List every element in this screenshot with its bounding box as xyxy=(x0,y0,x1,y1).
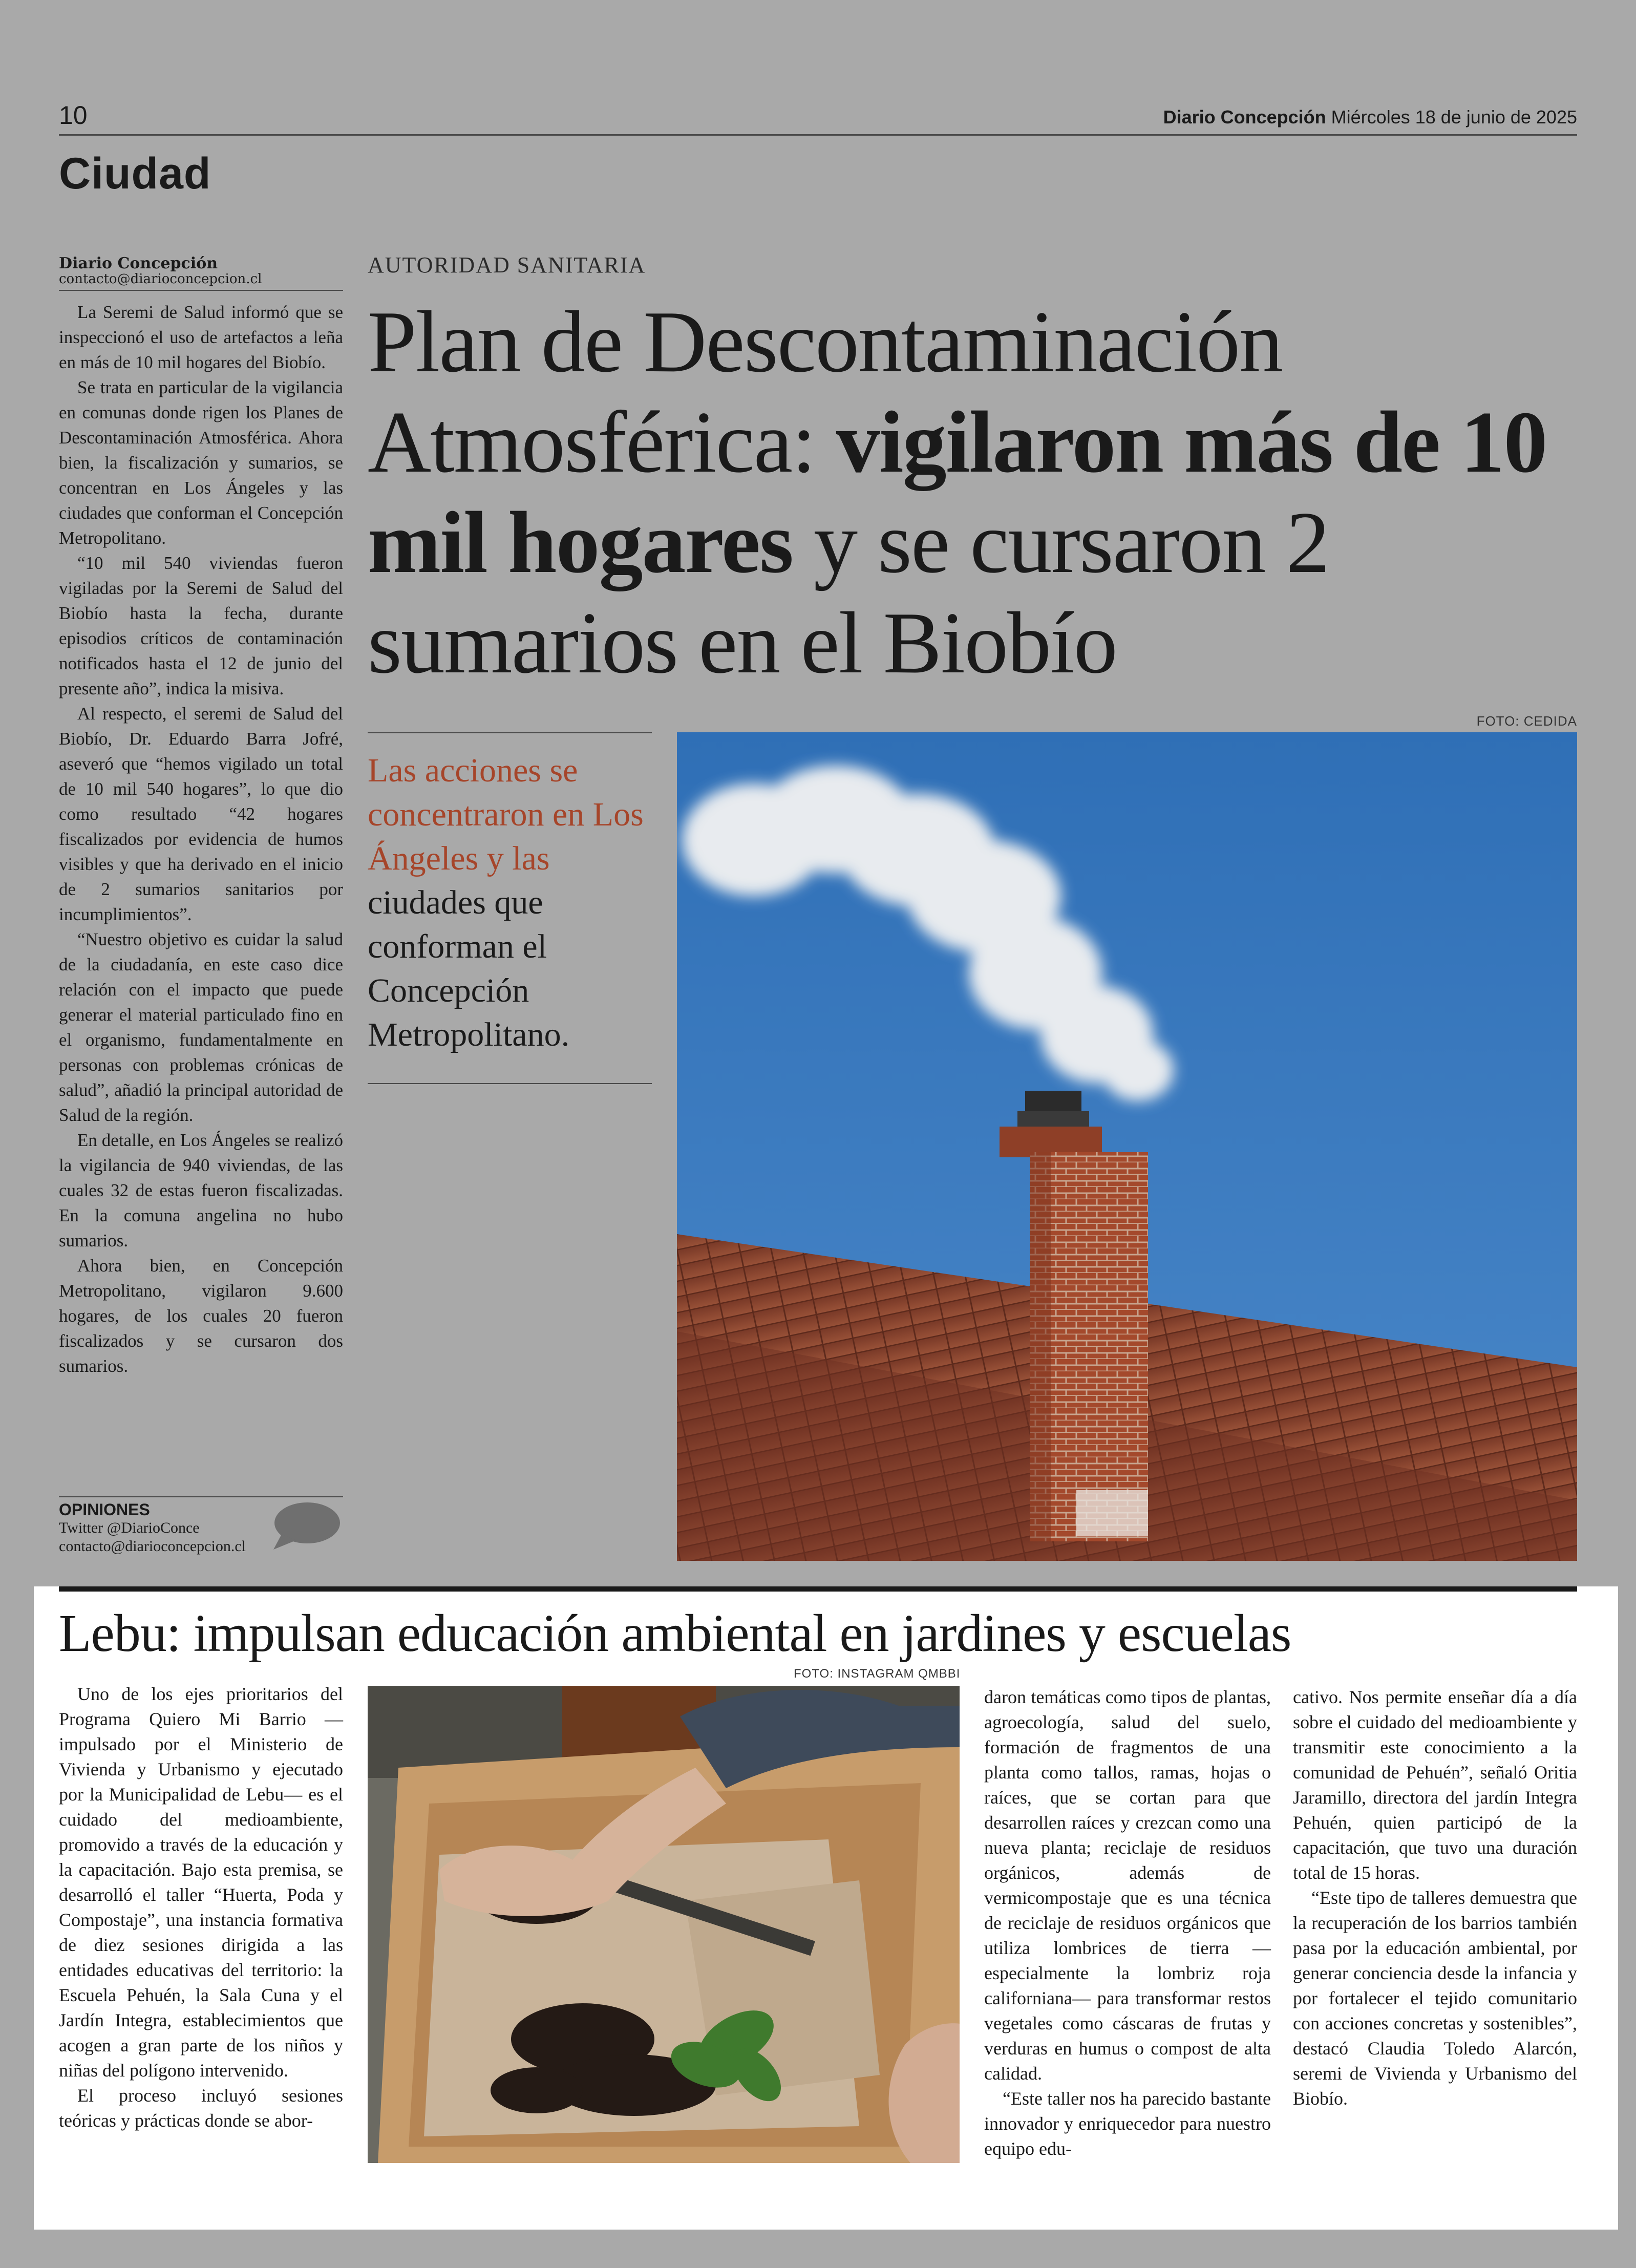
photo-credit: FOTO: INSTAGRAM QMBBI xyxy=(794,1667,961,1681)
opinions-email[interactable]: contacto@diarioconcepcion.cl xyxy=(59,1538,246,1555)
headline-part-1: Plan de Descontaminación Atmosférica: xyxy=(368,293,1283,491)
photo-credit: FOTO: CEDIDA xyxy=(1476,713,1577,729)
compost-hands-photo xyxy=(368,1686,960,2163)
byline-name: Diario Concepción xyxy=(59,255,218,272)
opinions-twitter[interactable]: Twitter @DiarioConce xyxy=(59,1519,200,1536)
bottom-story-rule xyxy=(59,1586,1577,1592)
bottom-column-2 xyxy=(984,1685,1271,2161)
page-number: 10 xyxy=(59,101,88,130)
article-paragraph: Uno de los ejes prioritarios del Programa Quiero Mi Barrio —impulsado por el Ministerio de Vivienda y Urbanismo y ejecutado por la Municipalidad de Lebu— es el cuidado del medioambiente, promovido a través de la educación y la capacitación. Bajo esta premisa, se desarrolló el taller “Huerta, Poda y Compostaje”, una instancia formativa de diez sesiones dirigida a las entidades educativas del territorio: la Escuela Pehuén, la Sala Cuna y el Jardín Integra, establecimientos que acogen a gran parte de los niños y niñas del polígono intervenido. xyxy=(59,1684,343,2081)
article-paragraph: “Este tipo de talleres demuestra que la recuperación de los barrios también pasa por la educación ambiental, por generar conciencia desde la infancia y por fortalecer el tejido comunitario con acciones concretas y sostenibles”, destacó Claudia Toledo Alarcón, seremi de Vivienda y Urbanismo del Biobío. xyxy=(1293,1888,1577,2109)
bottom-headline: Lebu: impulsan educación ambiental en jardines y escuelas xyxy=(59,1604,1291,1663)
article-paragraph: La Seremi de Salud informó que se inspeccionó el uso de artefactos a leña en más de 10 mil hogares del Biobío. xyxy=(59,302,343,372)
masthead-date xyxy=(1163,107,1577,128)
article-paragraph: “Nuestro objetivo es cuidar la salud de la ciudadanía, en este caso dice relación con el impacto que puede generar el material particulado fino en el organismo, fundamentalmente en personas con problemas crónicas de salud”, añadió la principal autoridad de Salud de la región. xyxy=(59,929,343,1125)
chimney-smoke-photo xyxy=(677,732,1577,1561)
newspaper-name: Diario Concepción xyxy=(1163,107,1326,128)
main-headline xyxy=(368,292,1586,693)
pullquote xyxy=(368,749,652,1057)
byline-email: contacto@diarioconcepcion.cl xyxy=(59,271,262,287)
pullquote-accent: Las acciones se concentraron en Los Ángeles y las xyxy=(368,752,644,877)
bottom-column-1 xyxy=(59,1682,343,2133)
bottom-column-3 xyxy=(1293,1685,1577,2111)
pullquote-rule xyxy=(368,732,652,733)
opinions-title: OPINIONES xyxy=(59,1500,150,1519)
article-paragraph: cativo. Nos permite enseñar día a día sobre el cuidado del medioambiente y transmitir este conocimiento a la comunidad de Pehuén”, señaló Oritia Jaramillo, directora del jardín Integra Pehuén, quien participó de la capacitación, que tuvo una duración total de 15 horas. xyxy=(1293,1687,1577,1883)
headline-part-2: y se cursaron 2 sumarios en el Biobío xyxy=(368,494,1329,692)
article-body xyxy=(59,300,343,1379)
pullquote-rest: ciudades que conforman el Concepción Metropolitano. xyxy=(368,884,570,1053)
article-paragraph: Al respecto, el seremi de Salud del Biobío, Dr. Eduardo Barra Jofré, aseveró que “hemos vigilado un total de 10 mil 540 hogares”, lo que dio como resultado “42 hogares fiscalizados por evidencia de humos visibles y que ha derivado en el inicio de 2 sumarios sanitarios por incumplimientos”. xyxy=(59,704,343,924)
opinions-box xyxy=(59,1500,274,1556)
issue-date: Miércoles 18 de junio de 2025 xyxy=(1331,107,1577,128)
article-paragraph: “Este taller nos ha parecido bastante innovador y enriquecedor para nuestro equipo edu- xyxy=(984,2088,1271,2159)
opinions-rule xyxy=(59,1496,343,1497)
byline-rule xyxy=(59,290,343,291)
pullquote-rule xyxy=(368,1083,652,1084)
section-title: Ciudad xyxy=(59,149,211,198)
headline-bold: vigilaron más de 10 mil hogares xyxy=(368,394,1547,591)
article-paragraph: Ahora bien, en Concepción Metropolitano, vigilaron 9.600 hogares, de los cuales 20 fueron fiscalizados y se cursaron dos sumarios. xyxy=(59,1256,343,1376)
byline xyxy=(59,256,343,287)
article-paragraph: Se trata en particular de la vigilancia en comunas donde rigen los Planes de Descontaminación Atmosférica. Ahora bien, la fiscalización y sumarios, se concentran en Los Ángeles y las ciudades que conforman el Concepción Metropolitano. xyxy=(59,377,343,548)
article-paragraph: En detalle, en Los Ángeles se realizó la vigilancia de 940 viviendas, de las cuales 32 de estas fueron fiscalizadas. En la comuna angelina no hubo sumarios. xyxy=(59,1130,343,1250)
speech-bubble-icon xyxy=(266,1500,343,1552)
kicker: AUTORIDAD SANITARIA xyxy=(368,252,646,278)
article-paragraph: El proceso incluyó sesiones teóricas y prácticas donde se abor- xyxy=(59,2085,343,2131)
article-paragraph: “10 mil 540 viviendas fueron vigiladas por la Seremi de Salud del Biobío hasta la fecha, durante episodios críticos de contaminación notificados hasta el 12 de junio del presente año”, indica la misiva. xyxy=(59,553,343,698)
article-paragraph: daron temáticas como tipos de plantas, agroecología, salud del suelo, formación de fragmentos de una planta como tallos, ramas, hojas o raíces, que se cortan para que desarrollen raíces y crezcan como una nueva planta; reciclaje de residuos orgánicos, además de vermicompostaje que es una técnica de reciclaje de residuos orgánicos que utiliza lombrices de tierra —especialmente la lombriz roja californiana— para transformar restos vegetales como cáscaras de frutas y verduras en humus o compost de alta calidad. xyxy=(984,1687,1271,2084)
header-rule xyxy=(59,134,1577,136)
